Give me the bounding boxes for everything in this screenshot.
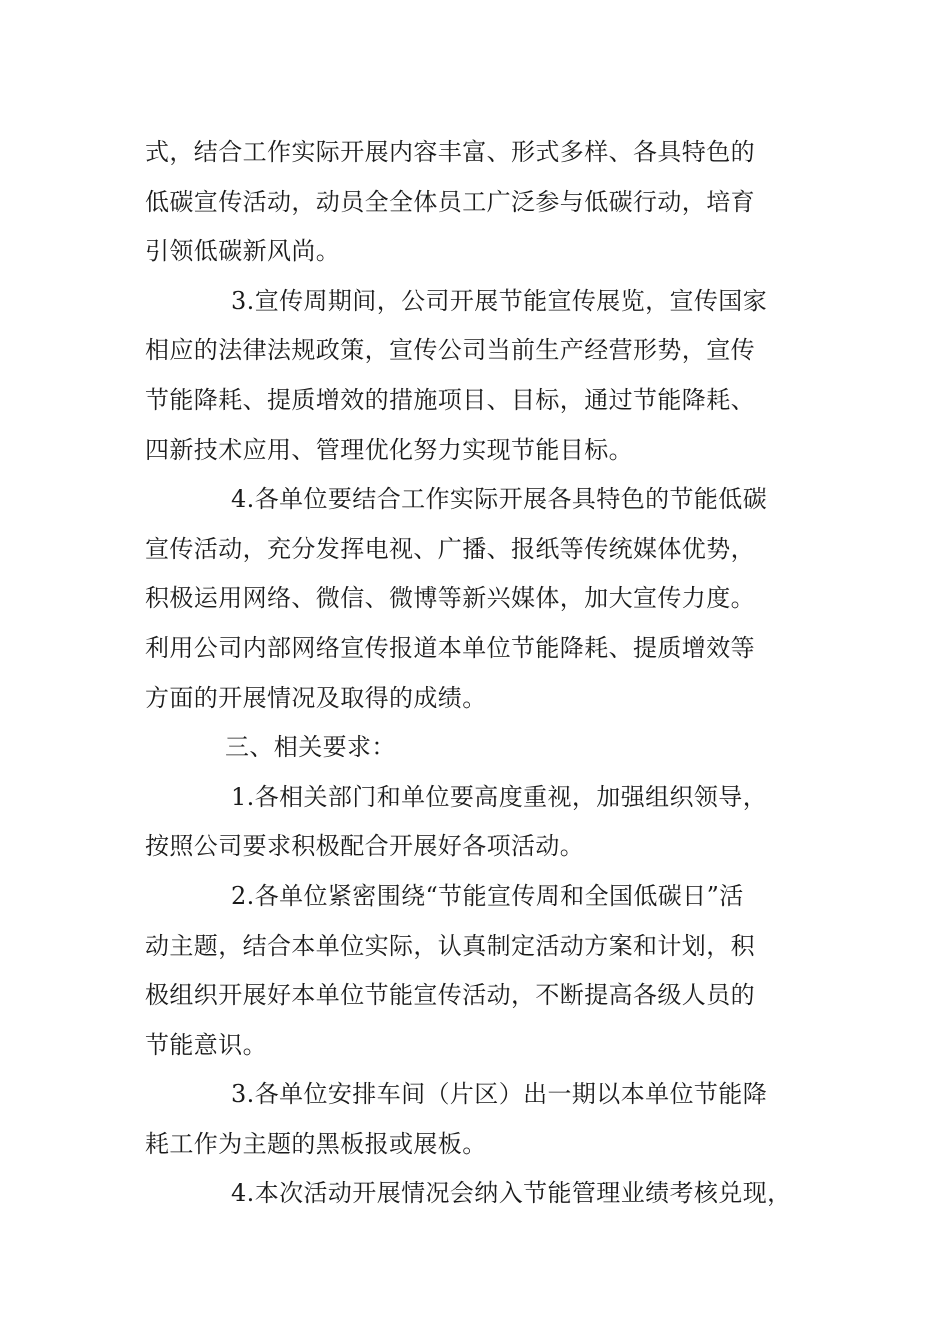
paragraph-line: 低碳宣传活动，动员全全体员工广泛参与低碳行动，培育 xyxy=(145,187,755,216)
paragraph-line: 利用公司内部网络宣传报道本单位节能降耗、提质增效等 xyxy=(145,633,755,662)
paragraph-line: 引领低碳新风尚。 xyxy=(145,237,341,266)
paragraph-line: 宣传活动，充分发挥电视、广播、报纸等传统媒体优势， xyxy=(145,534,755,563)
paragraph-line: 动主题，结合本单位实际，认真制定活动方案和计划，积 xyxy=(145,931,755,960)
section-heading: 三、相关要求： xyxy=(225,733,396,762)
paragraph-line: 节能意识。 xyxy=(145,1030,267,1059)
paragraph-line: 按照公司要求积极配合开展好各项活动。 xyxy=(145,832,585,861)
paragraph-line: 式，结合工作实际开展内容丰富、形式多样、各具特色的 xyxy=(145,138,755,166)
paragraph-line: 2.各单位紧密围绕“节能宣传周和全国低碳日”活 xyxy=(231,881,744,910)
paragraph-line: 4.本次活动开展情况会纳入节能管理业绩考核兑现， xyxy=(231,1179,792,1208)
paragraph-line: 相应的法律法规政策，宣传公司当前生产经营形势，宣传 xyxy=(145,336,755,365)
paragraph-line: 耗工作为主题的黑板报或展板。 xyxy=(145,1129,487,1158)
paragraph-line: 四新技术应用、管理优化努力实现节能目标。 xyxy=(145,435,633,464)
paragraph-line: 1.各相关部门和单位要高度重视，加强组织领导， xyxy=(231,782,768,811)
document-body xyxy=(145,128,835,1219)
paragraph-line: 积极运用网络、微信、微博等新兴媒体，加大宣传力度。 xyxy=(145,584,755,613)
paragraph-line: 节能降耗、提质增效的措施项目、目标，通过节能降耗、 xyxy=(145,385,755,414)
paragraph-line: 极组织开展好本单位节能宣传活动，不断提高各级人员的 xyxy=(145,981,755,1010)
paragraph-line: 3.宣传周期间，公司开展节能宣传展览，宣传国家 xyxy=(231,286,768,315)
paragraph-line: 方面的开展情况及取得的成绩。 xyxy=(145,683,487,712)
paragraph-line: 4.各单位要结合工作实际开展各具特色的节能低碳 xyxy=(231,485,768,514)
paragraph-line: 3.各单位安排车间（片区）出一期以本单位节能降 xyxy=(231,1080,768,1109)
